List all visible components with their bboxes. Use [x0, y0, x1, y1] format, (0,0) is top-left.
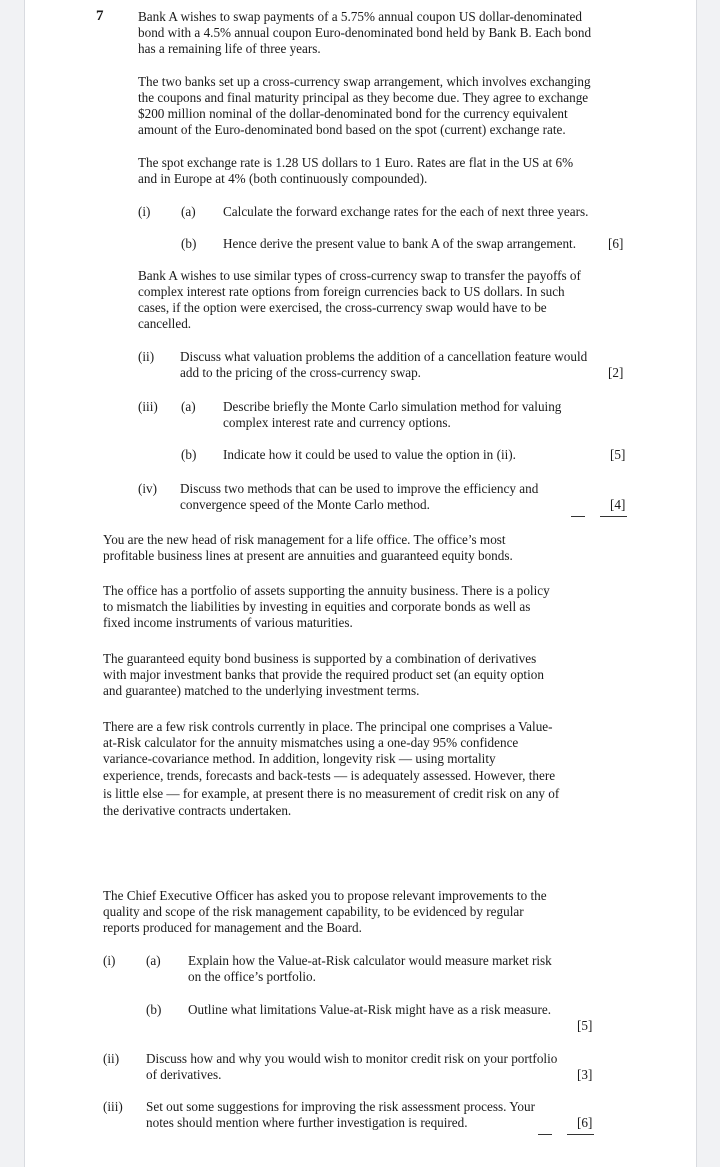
text-line: of derivatives.: [146, 1067, 222, 1082]
subpart-text: Outline what limitations Value-at-Risk might have as a risk measure.: [188, 1002, 552, 1017]
page-divider-mark: [600, 516, 627, 517]
text-line: The guaranteed equity bond business is supported by a combination of derivatives: [103, 651, 537, 666]
part-label: (ii): [138, 349, 155, 364]
part-label: (i): [138, 204, 151, 219]
subpart-text: Calculate the forward exchange rates for the each of next three years.: [223, 204, 589, 219]
text-line: convergence speed of the Monte Carlo method.: [180, 497, 430, 512]
marks-badge: [6]: [577, 1115, 593, 1130]
text-line: The two banks set up a cross-currency swap arrangement, which involves exchanging: [138, 74, 591, 89]
marks-badge: [4]: [610, 497, 626, 512]
text-line: cases, if the option were exercised, the cross-currency swap would have to be: [138, 300, 547, 315]
text-line: The office has a portfolio of assets supporting the annuity business. There is a policy: [103, 583, 550, 598]
text-line: with major investment banks that provide the required product set (an equity option: [103, 667, 544, 682]
text-line: reports produced for management and the Board.: [103, 920, 362, 935]
text-line: profitable business lines at present are annuities and guaranteed equity bonds.: [103, 548, 513, 563]
text-line: complex interest rate and currency options.: [223, 415, 451, 430]
subpart-label: (b): [181, 236, 197, 251]
text-line: Describe briefly the Monte Carlo simulation method for valuing: [223, 399, 562, 414]
text-line: to mismatch the liabilities by investing in equities and corporate bonds as well as: [103, 599, 531, 614]
text-line: Bank A wishes to use similar types of cross-currency swap to transfer the payoffs of: [138, 268, 581, 283]
text-line: on the office’s portfolio.: [188, 969, 316, 984]
text-line: experience, trends, forecasts and back-tests — is adequately assessed. However, there: [103, 768, 556, 783]
marks-badge: [5]: [610, 447, 626, 462]
text-line: quality and scope of the risk management capability, to be evidenced by regular: [103, 904, 524, 919]
text-line: Set out some suggestions for improving the risk assessment process. Your: [146, 1099, 536, 1114]
subpart-label: (a): [181, 204, 196, 219]
text-line: has a remaining life of three years.: [138, 41, 321, 56]
text-line: the derivative contracts undertaken.: [103, 803, 292, 818]
subpart-label: (a): [146, 953, 161, 968]
text-line: Discuss how and why you would wish to monitor credit risk on your portfolio: [146, 1051, 558, 1066]
text-line: Discuss what valuation problems the addition of a cancellation feature would: [180, 349, 588, 364]
text-line: cancelled.: [138, 316, 192, 331]
text-line: $200 million nominal of the dollar-denominated bond for the currency equivalent: [138, 106, 568, 121]
text-line: amount of the Euro-denominated bond based on the spot (current) exchange rate.: [138, 122, 566, 137]
part-label: (iii): [103, 1099, 123, 1114]
text-line: The Chief Executive Officer has asked you to propose relevant improvements to the: [103, 888, 547, 903]
text-line: the coupons and final maturity principal as they become due. They agree to exchange: [138, 90, 589, 105]
page-divider-mark: [571, 516, 585, 517]
part-label: (iv): [138, 481, 158, 496]
subpart-label: (b): [181, 447, 197, 462]
page-divider-mark: [567, 1134, 594, 1135]
question-number: 7: [96, 8, 104, 24]
page-divider-mark: [538, 1134, 552, 1135]
subpart-text: Hence derive the present value to bank A of the swap arrangement.: [223, 236, 576, 251]
part-label: (ii): [103, 1051, 120, 1066]
text-line: and in Europe at 4% (both continuously compounded).: [138, 171, 428, 186]
text-line: at-Risk calculator for the annuity mismatches using a one-day 95% confidence: [103, 735, 519, 750]
part-label: (i): [103, 953, 116, 968]
text-line: and guarantee) matched to the underlying investment terms.: [103, 683, 420, 698]
text-line: Discuss two methods that can be used to improve the efficiency and: [180, 481, 539, 496]
marks-badge: [2]: [608, 365, 624, 380]
text-line: You are the new head of risk management for a life office. The office’s most: [103, 532, 506, 547]
subpart-label: (a): [181, 399, 196, 414]
text-line: The spot exchange rate is 1.28 US dollars to 1 Euro. Rates are flat in the US at 6%: [138, 155, 574, 170]
text-line: complex interest rate options from foreign currencies back to US dollars. In such: [138, 284, 565, 299]
text-line: Explain how the Value-at-Risk calculator would measure market risk: [188, 953, 552, 968]
marks-badge: [3]: [577, 1067, 593, 1082]
marks-badge: [6]: [608, 236, 624, 251]
text-line: add to the pricing of the cross-currency swap.: [180, 365, 421, 380]
text-line: bond with a 4.5% annual coupon Euro-denominated bond held by Bank B. Each bond: [138, 25, 592, 40]
text-line: notes should mention where further investigation is required.: [146, 1115, 468, 1130]
subpart-label: (b): [146, 1002, 162, 1017]
text-line: is little else — for example, at present there is no measurement of credit risk on any of: [103, 786, 560, 801]
part-label: (iii): [138, 399, 158, 414]
text-line: Bank A wishes to swap payments of a 5.75% annual coupon US dollar-denominated: [138, 9, 583, 24]
text-line: There are a few risk controls currently in place. The principal one comprises a Value-: [103, 719, 553, 734]
text-line: variance-covariance method. In addition, longevity risk — using mortality: [103, 751, 496, 766]
text-line: fixed income instruments of various maturities.: [103, 615, 353, 630]
marks-badge: [5]: [577, 1018, 593, 1033]
subpart-text: Indicate how it could be used to value the option in (ii).: [223, 447, 516, 462]
